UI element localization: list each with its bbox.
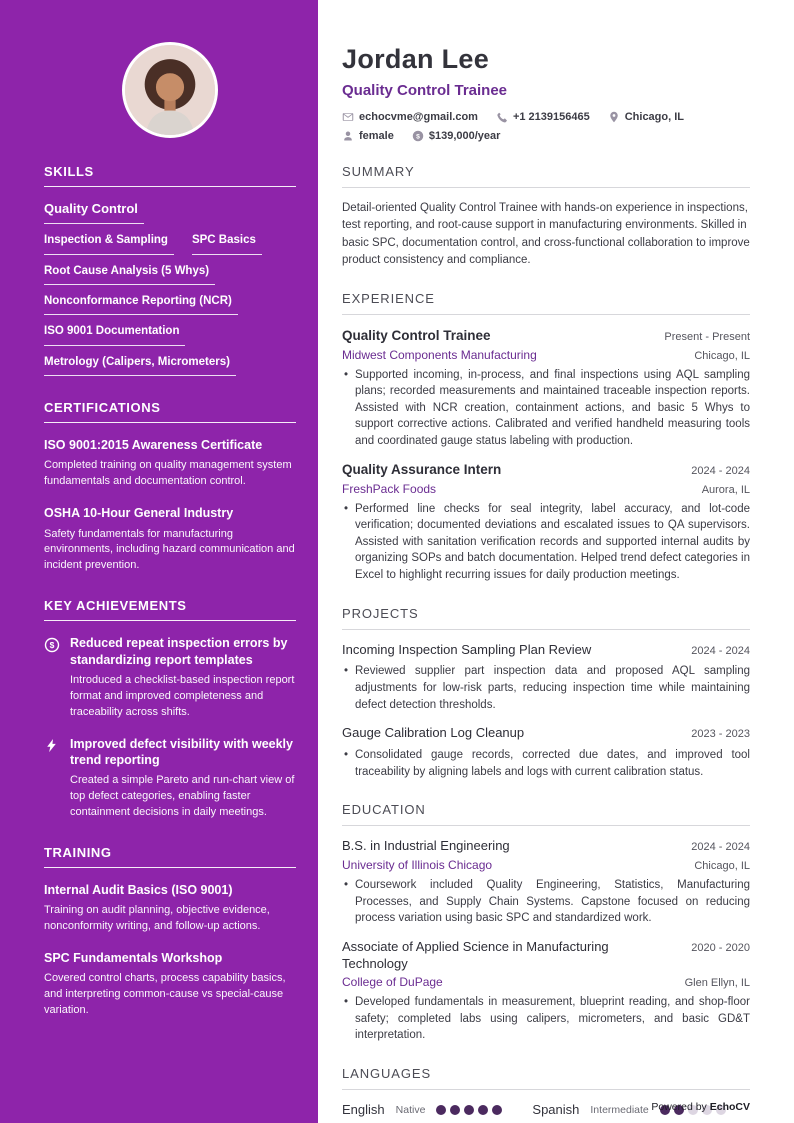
contact-location-text: Chicago, IL	[624, 111, 684, 123]
projects-heading: PROJECTS	[342, 606, 750, 630]
education-bullets	[342, 994, 750, 1044]
language-level: Intermediate	[590, 1103, 649, 1116]
skills-row	[44, 355, 296, 376]
sidebar	[0, 0, 318, 1123]
projects-section	[342, 606, 750, 781]
training-item	[44, 950, 296, 1019]
bullet: • Coursework included Quality Engineering, Statistics, Manufacturing Processes, and Supply Chain Systems. Capstone focused on reducing process variation using basic SPC and standardized work.	[342, 877, 750, 927]
skill-item: Nonconformance Reporting (NCR)	[44, 294, 238, 315]
certification-item	[44, 437, 296, 490]
contact-email	[342, 111, 478, 123]
contact-phone-text: +1 2139156465	[512, 111, 590, 123]
bullet: • Consolidated gauge records, corrected due dates, and improved tool traceability by aligning labels and logs with current calibration status.	[342, 747, 750, 780]
certification-desc: Completed training on quality management system fundamentals and documentation control.	[44, 459, 292, 488]
level-dot	[436, 1105, 446, 1115]
achievement-body	[70, 736, 296, 821]
language-item	[342, 1102, 502, 1117]
person-icon	[342, 130, 354, 142]
education-dates: 2020 - 2020	[691, 941, 750, 954]
email-icon	[342, 111, 354, 123]
skills-section	[44, 164, 296, 376]
contact-row	[342, 111, 750, 142]
main-content	[318, 0, 794, 1123]
skills-row	[44, 324, 296, 345]
experience-item	[342, 327, 750, 449]
education-dates: 2024 - 2024	[691, 841, 750, 854]
contact-gender-text: female	[359, 130, 394, 142]
job-bullets	[342, 367, 750, 450]
level-dot	[450, 1105, 460, 1115]
education-item	[342, 838, 750, 927]
training-desc: Covered control charts, process capability basics, and interpreting common-cause vs special-cause variation.	[44, 972, 286, 1017]
project-dates: 2024 - 2024	[691, 644, 750, 657]
skills-row	[44, 294, 296, 315]
brand-name: EchoCV	[709, 1101, 750, 1113]
skill-item: Root Cause Analysis (5 Whys)	[44, 264, 215, 285]
achievement-desc: Introduced a checklist-based inspection report format and improved completeness and traceability across shifts.	[70, 673, 295, 718]
coin-icon	[44, 635, 60, 720]
avatar-illustration	[125, 45, 215, 135]
achievement-title: Reduced repeat inspection errors by standardizing report templates	[70, 636, 288, 667]
bullet: • Performed line checks for seal integrity, label accuracy, and lot-code verification; documented deviations and escalated issues to QA supervisors. Assisted with sanitation verification records and supported internal audits by organizing SOPs and batch documentation. Helped trend defect categories in Excel to highlight recurring issues for daily production meetings.	[342, 501, 750, 584]
project-item	[342, 725, 750, 780]
experience-section	[342, 291, 750, 584]
project-item	[342, 642, 750, 714]
certification-item	[44, 505, 296, 574]
skills-row	[44, 264, 296, 285]
person-title: Quality Control Trainee	[342, 82, 508, 99]
summary-section	[342, 164, 750, 269]
training-item	[44, 882, 296, 935]
contact-salary-text: $139,000/year	[428, 130, 501, 142]
achievements-heading: KEY ACHIEVEMENTS	[44, 598, 296, 621]
svg-text:$: $	[49, 640, 55, 651]
achievements-section	[44, 598, 296, 821]
experience-item	[342, 461, 750, 583]
project-title: Gauge Calibration Log Cleanup	[342, 725, 525, 741]
contact-email-text: echocvme@gmail.com	[359, 111, 478, 123]
skills-row	[44, 201, 296, 224]
languages-heading: LANGUAGES	[342, 1066, 750, 1090]
job-dates: Present - Present	[664, 331, 750, 343]
contact-location	[608, 111, 684, 123]
salary-icon	[412, 130, 424, 142]
degree-title: Associate of Applied Science in Manufacturing Technology	[342, 938, 609, 971]
bullet: • Developed fundamentals in measurement, blueprint reading, and shop-floor safety; completed labs using calipers, micrometers, and basic GD&T interpretation.	[342, 994, 750, 1044]
powered-by-text: Powered by	[651, 1101, 707, 1113]
project-bullets	[342, 747, 750, 780]
project-bullets	[342, 663, 750, 713]
training-heading: TRAINING	[44, 845, 296, 868]
job-title: Quality Assurance Intern	[342, 462, 502, 478]
language-name: English	[342, 1102, 385, 1118]
achievement-title: Improved defect visibility with weekly trend reporting	[70, 736, 293, 767]
training-title: Internal Audit Basics (ISO 9001)	[44, 882, 233, 897]
certification-title: ISO 9001:2015 Awareness Certificate	[44, 438, 263, 453]
company-name: FreshPack Foods	[342, 481, 437, 496]
phone-icon	[496, 111, 508, 123]
training-title: SPC Fundamentals Workshop	[44, 951, 223, 966]
skills-heading: SKILLS	[44, 164, 296, 187]
job-bullets	[342, 501, 750, 584]
certification-title: OSHA 10-Hour General Industry	[44, 506, 234, 521]
training-desc: Training on audit planning, objective evidence, nonconformity writing, and follow-up actions.	[44, 904, 270, 933]
bullet: • Supported incoming, in-process, and final inspections using AQL sampling plans; recorded measurements and maintained traceable inspection reports. Assisted with NCR creation, containment actions, and basic 5 Whys to support corrective actions. Calibrated and verified handheld measuring tools and coordinated gauge status labeling with production.	[342, 367, 750, 450]
skills-row	[44, 233, 296, 254]
contact-phone	[496, 111, 590, 123]
certifications-section	[44, 400, 296, 574]
certifications-heading: CERTIFICATIONS	[44, 400, 296, 423]
certification-desc: Safety fundamentals for manufacturing environments, including hazard communication and incident prevention.	[44, 527, 295, 572]
powered-by-footer	[651, 1101, 750, 1113]
language-level: Native	[395, 1103, 426, 1116]
skill-item: Metrology (Calipers, Micrometers)	[44, 355, 236, 376]
project-title: Incoming Inspection Sampling Plan Review	[342, 641, 592, 657]
person-name: Jordan Lee	[342, 44, 490, 74]
location-icon	[608, 111, 620, 123]
job-location: Chicago, IL	[694, 349, 750, 362]
school-name: College of DuPage	[342, 975, 443, 990]
project-dates: 2023 - 2023	[691, 728, 750, 741]
contact-gender	[342, 130, 394, 142]
degree-title: B.S. in Industrial Engineering	[342, 838, 510, 854]
bolt-icon	[44, 736, 60, 821]
achievement-item	[44, 736, 296, 821]
experience-heading: EXPERIENCE	[342, 291, 750, 315]
company-name: Midwest Components Manufacturing	[342, 347, 537, 362]
school-name: University of Illinois Chicago	[342, 857, 493, 872]
job-location: Aurora, IL	[701, 483, 750, 496]
bullet: • Reviewed supplier part inspection data and proposed AQL sampling adjustments for low-risk parts, reducing inspection time while maintaining defect detection thresholds.	[342, 663, 750, 713]
school-location: Glen Ellyn, IL	[684, 977, 750, 990]
avatar	[122, 42, 218, 138]
language-name: Spanish	[532, 1102, 580, 1118]
summary-heading: SUMMARY	[342, 164, 750, 188]
education-item	[342, 939, 750, 1044]
achievement-item	[44, 635, 296, 720]
achievement-desc: Created a simple Pareto and run-chart view of top defect categories, enabling faster containment decisions in daily meetings.	[70, 774, 295, 818]
skill-item: Quality Control	[44, 201, 144, 224]
education-bullets	[342, 877, 750, 927]
education-section	[342, 802, 750, 1044]
school-location: Chicago, IL	[694, 859, 750, 872]
skill-item: SPC Basics	[192, 233, 262, 254]
summary-text: Detail-oriented Quality Control Trainee with hands-on experience in inspections, test reporting, and root-cause support in manufacturing environments. Skilled in basic SPC, documentation control, and cross-functional collaboration to improve product consistency and compliance.	[342, 202, 750, 266]
level-dot	[492, 1105, 502, 1115]
level-dot	[478, 1105, 488, 1115]
achievement-body	[70, 635, 296, 720]
job-title: Quality Control Trainee	[342, 328, 491, 343]
education-heading: EDUCATION	[342, 802, 750, 826]
training-section	[44, 845, 296, 1019]
level-dot	[464, 1105, 474, 1115]
skill-item: ISO 9001 Documentation	[44, 324, 185, 345]
contact-salary	[412, 130, 501, 142]
job-dates: 2024 - 2024	[691, 465, 750, 478]
language-level-dots	[436, 1105, 502, 1115]
svg-text:$: $	[415, 133, 420, 141]
skill-item: Inspection & Sampling	[44, 233, 174, 254]
